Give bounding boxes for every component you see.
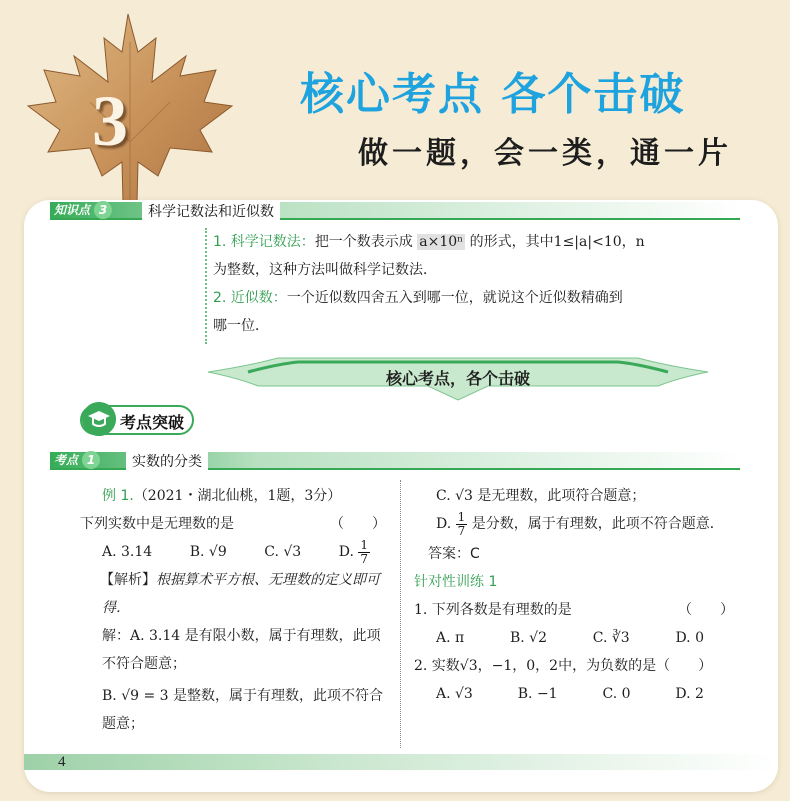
practice-q1: 1. 下列各数是有理数的是 （ ）	[414, 602, 734, 618]
example-options	[80, 538, 390, 566]
practice-title: 针对性训练 1	[414, 574, 498, 590]
definition-2-cont: 哪一位．	[213, 318, 269, 334]
example-column	[80, 482, 390, 738]
solution-c: C. √3 是无理数，此项符合题意；	[436, 488, 646, 504]
q1-option-a: A. π	[436, 630, 465, 646]
topic-tag: 考点 1	[54, 451, 100, 469]
knowledge-section-bar	[50, 202, 740, 220]
practice-q2-options	[414, 680, 734, 708]
option-c: C. √3	[264, 544, 302, 560]
option-d: D. $\frac{1}{7}$	[338, 537, 368, 566]
page-number: 4	[58, 754, 66, 770]
chapter-number: 3	[92, 81, 128, 161]
q1-option-b: B. √2	[509, 630, 547, 646]
q2-option-a: A. √3	[436, 686, 473, 702]
column-divider	[400, 480, 401, 748]
topic-section-bar	[50, 452, 740, 470]
breakthrough-title: 考点突破	[120, 413, 185, 432]
practice-q1-options	[414, 624, 734, 652]
example-question: 下列实数中是无理数的是 （ ）	[80, 516, 386, 532]
topic-number-badge: 1	[82, 451, 100, 469]
analysis: 【解析】根据算术平方根、无理数的定义即可得．	[100, 572, 380, 616]
answer: 答案：C	[428, 546, 480, 562]
tagline: 做一题，会一类，通一片	[358, 136, 732, 171]
definition-box	[205, 228, 745, 344]
page-footer-bar	[24, 754, 778, 770]
definition-2: 2. 近似数：一个近似数四舍五入到哪一位，就说这个近似数精确到	[213, 290, 623, 306]
solution-column	[414, 482, 734, 708]
headline: 核心考点 各个击破	[300, 69, 686, 120]
q2-option-d: D. 2	[675, 686, 704, 702]
solution-b: B. √9 = 3 是整数，属于有理数，此项不符合题意；	[102, 688, 384, 732]
practice-q2: 2. 实数√3，−1，0，2中，为负数的是（ ）	[414, 658, 713, 674]
example-header: 例 1.（2021・湖北仙桃，1题，3分）	[102, 488, 342, 504]
solution-d: D. $\frac{1}{7}$ 是分数，属于有理数，此项不符合题意．	[436, 509, 724, 538]
q1-option-c: C. ∛3	[592, 630, 630, 646]
option-a: A. 3.14	[102, 544, 153, 560]
option-b: B. √9	[189, 544, 227, 560]
knowledge-title: 科学记数法和近似数	[142, 201, 280, 221]
q1-option-d: D. 0	[675, 630, 704, 646]
knowledge-number-badge: 3	[94, 201, 112, 219]
q2-option-c: C. 0	[602, 686, 631, 702]
definition-1: 1. 科学记数法：把一个数表示成 a×10ⁿ 的形式，其中1≤|a|<10，n	[213, 234, 645, 250]
solution-a: 解：A. 3.14 是有限小数，属于有理数，此项不符合题意；	[102, 628, 381, 672]
q2-option-b: B. −1	[517, 686, 558, 702]
banner-title: 核心考点，各个击破	[385, 369, 530, 388]
graduation-cap-icon	[82, 402, 116, 436]
definition-1-cont: 为整数，这种方法叫做科学记数法．	[213, 262, 437, 278]
formula: a×10ⁿ	[419, 234, 464, 250]
topic-title: 实数的分类	[126, 451, 208, 471]
knowledge-tag: 知识点 3	[54, 201, 112, 219]
